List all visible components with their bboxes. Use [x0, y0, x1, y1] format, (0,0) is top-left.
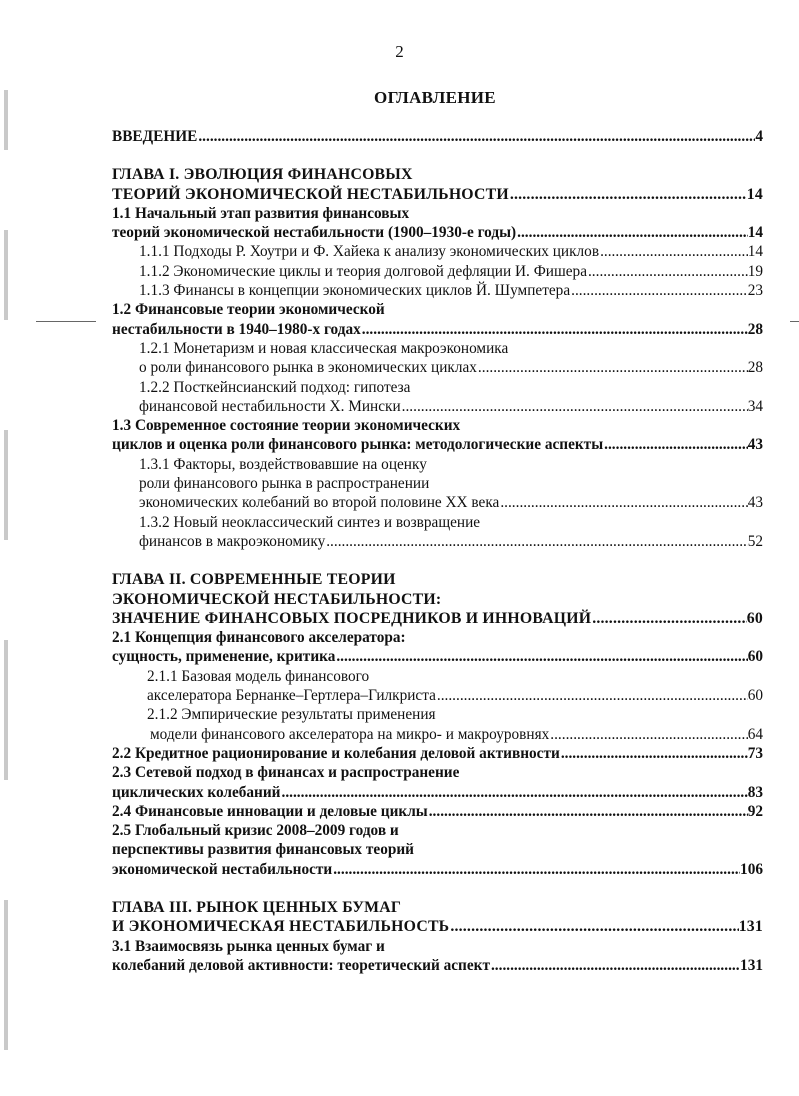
page-number: 2 — [395, 42, 404, 61]
subsection-2-1-2-title: 2.1.2 Эмпирические результаты применения — [147, 706, 436, 724]
toc-page: 52 — [747, 532, 763, 550]
toc-entry-section-1-3[interactable]: циклов и оценка роли финансового рынка: методологические аспекты ..... 43 — [112, 435, 763, 454]
subsection-1-3-1-title-cont: роли финансового рынка в распространении — [139, 475, 430, 493]
toc-entry-1-3-1[interactable]: экономических колебаний во второй половине XX века ..... 43 — [112, 493, 763, 512]
toc-entry-section-3-1[interactable]: колебаний деловой активности: теоретический аспект ..... 131 — [112, 956, 763, 975]
toc-page: 14 — [747, 243, 763, 261]
table-of-contents — [112, 127, 763, 975]
toc-page: 4 — [755, 128, 763, 145]
toc-entry-section-1-2[interactable]: нестабильности в 1940–1980-х годах ..... 28 — [112, 320, 763, 339]
toc-entry-section-2-1[interactable]: сущность, применение, критика ..... 60 — [112, 647, 763, 666]
toc-entry-1-2-1[interactable]: о роли финансового рынка в экономических циклах ..... 28 — [112, 358, 763, 377]
toc-page: 43 — [747, 436, 763, 454]
toc-page: 14 — [747, 224, 763, 242]
chapter-2-title: ГЛАВА II. СОВРЕМЕННЫЕ ТЕОРИИ — [112, 571, 396, 589]
section-3-1-title: 3.1 Взаимосвязь рынка ценных бумаг и — [112, 937, 385, 955]
section-2-1-title: 2.1 Концепция финансового акселератора: — [112, 629, 406, 647]
toc-page: 43 — [747, 494, 763, 512]
section-1-1-title: 1.1 Начальный этап развития финансовых — [112, 204, 410, 222]
subsection-1-3-1-title: 1.3.1 Факторы, воздействовавшие на оценку — [139, 455, 427, 473]
toc-page: 83 — [747, 783, 763, 801]
toc-page: 131 — [740, 956, 763, 974]
scan-edge-mark — [4, 640, 8, 780]
chapter-3-title: ГЛАВА III. РЫНОК ЦЕННЫХ БУМАГ — [112, 898, 402, 916]
chapter-1-title: ГЛАВА I. ЭВОЛЮЦИЯ ФИНАНСОВЫХ — [112, 166, 413, 184]
toc-page: 34 — [747, 397, 763, 415]
toc-page: 60 — [747, 648, 763, 666]
subsection-1-2-2-title: 1.2.2 Посткейнсианский подход: гипотеза — [139, 378, 411, 396]
toc-entry-section-2-2[interactable]: 2.2 Кредитное рационирование и колебания деловой активности ..... 73 — [112, 744, 763, 763]
toc-page: 60 — [747, 687, 763, 705]
section-2-5-title-cont: перспективы развития финансовых теорий — [112, 841, 414, 859]
subsection-1-3-2-title: 1.3.2 Новый неоклассический синтез и возвращение — [139, 513, 481, 531]
toc-page: 92 — [747, 802, 763, 820]
scan-edge-mark — [4, 230, 8, 320]
toc-entry-chapter-1[interactable]: ТЕОРИЙ ЭКОНОМИЧЕСКОЙ НЕСТАБИЛЬНОСТИ ..... 14 — [112, 185, 763, 204]
toc-page: 73 — [747, 744, 763, 762]
toc-page: 23 — [747, 282, 763, 300]
toc-entry-1-1-2[interactable]: 1.1.2 Экономические циклы и теория долговой дефляции И. Фишера ..... 19 — [112, 262, 763, 281]
toc-entry-chapter-2[interactable]: ЗНАЧЕНИЕ ФИНАНСОВЫХ ПОСРЕДНИКОВ И ИННОВАЦИЙ ..... 60 — [112, 609, 763, 628]
toc-entry-1-2-2[interactable]: финансовой нестабильности Х. Мински ..... 34 — [112, 397, 763, 416]
toc-page: 28 — [747, 320, 763, 338]
toc-entry-section-2-5[interactable]: экономической нестабильности ..... 106 — [112, 860, 763, 879]
toc-page: 106 — [740, 860, 763, 878]
toc-page: 19 — [747, 262, 763, 280]
section-1-2-title: 1.2 Финансовые теории экономической — [112, 301, 385, 319]
toc-page: 64 — [747, 725, 763, 743]
toc-entry-1-3-2[interactable]: финансов в макроэкономику ..... 52 — [112, 532, 763, 551]
toc-entry-section-2-3[interactable]: циклических колебаний ..... 83 — [112, 783, 763, 802]
toc-entry-section-2-4[interactable]: 2.4 Финансовые инновации и деловые циклы ..... 92 — [112, 802, 763, 821]
toc-entry-2-1-1[interactable]: акселератора Бернанке–Гертлера–Гилкриста ..... 60 — [112, 686, 763, 705]
toc-page: 28 — [747, 359, 763, 377]
toc-entry-2-1-2[interactable]: модели финансового акселератора на микро- и макроуровнях ..... 64 — [112, 725, 763, 744]
toc-page: 14 — [746, 185, 763, 203]
toc-entry-chapter-3[interactable]: И ЭКОНОМИЧЕСКАЯ НЕСТАБИЛЬНОСТЬ ..... 131 — [112, 917, 763, 936]
subsection-2-1-1-title: 2.1.1 Базовая модель финансового — [147, 667, 370, 685]
chapter-2-title-cont: ЭКОНОМИЧЕСКОЙ НЕСТАБИЛЬНОСТИ: — [112, 590, 442, 608]
toc-page: 60 — [746, 609, 763, 627]
section-2-3-title: 2.3 Сетевой подход в финансах и распространение — [112, 764, 460, 782]
scan-dash-mark — [36, 321, 96, 322]
toc-entry-section-1-1[interactable]: теорий экономической нестабильности (1900–1930-е годы) ..... 14 — [112, 223, 763, 242]
toc-title: ОГЛАВЛЕНИЕ — [374, 88, 496, 107]
scan-edge-mark — [4, 430, 8, 540]
toc-entry-intro[interactable]: ВВЕДЕНИЕ ..... 4 — [112, 127, 763, 146]
scan-dash-mark — [790, 321, 799, 322]
section-2-5-title: 2.5 Глобальный кризис 2008–2009 годов и — [112, 822, 399, 840]
scan-edge-mark — [4, 900, 8, 1050]
subsection-1-2-1-title: 1.2.1 Монетаризм и новая классическая макроэкономика — [139, 339, 509, 357]
toc-page: 131 — [738, 918, 763, 936]
toc-entry-1-1-1[interactable]: 1.1.1 Подходы Р. Хоутри и Ф. Хайека к анализу экономических циклов ..... 14 — [112, 242, 763, 261]
toc-entry-1-1-3[interactable]: 1.1.3 Финансы в концепции экономических циклов Й. Шумпетера ..... 23 — [112, 281, 763, 300]
section-1-3-title: 1.3 Современное состояние теории экономических — [112, 417, 461, 435]
